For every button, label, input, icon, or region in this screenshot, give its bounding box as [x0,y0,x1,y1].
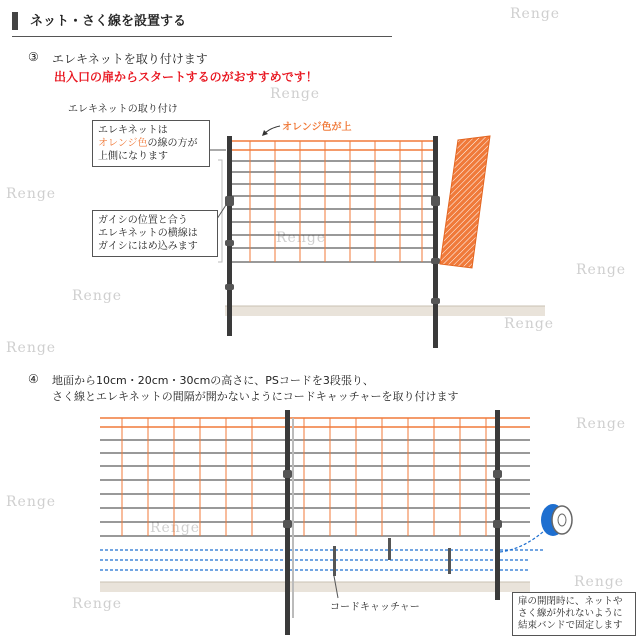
gate-post-left [283,410,294,635]
callout-text: エレキネットは [98,125,168,136]
watermark: Renge [576,262,627,278]
cord-catcher-label: コードキャッチャー [330,602,420,613]
watermark: Renge [6,186,57,202]
watermark: Renge [574,574,625,590]
callout-text: エレキネットの横線は [98,228,198,239]
step3-number: ③ [28,50,39,64]
callout-text: オレンジ色の線の方が [98,138,198,149]
watermark: Renge [6,494,57,510]
gate-post-right [493,410,502,600]
cord-reel [541,504,572,536]
step4-line1: 地面から10cm・20cm・30cmの高さに、PSコードを3段張り、 [52,374,374,387]
door-note [512,592,636,636]
step4-line2: さく線とエレキネットの間隔が開かないようにコードキャッチャーを取り付けます [52,390,459,403]
callout-text: ガイシの位置と合う [98,215,188,226]
watermark: Renge [504,316,555,332]
orange-up-label: オレンジ色が上 [282,122,352,133]
watermark: Renge [270,86,321,102]
watermark: Renge [276,230,327,246]
callout-text: ガイシにはめ込みます [98,241,198,252]
callout-text: 結束バンドで固定します [518,620,623,631]
ground [100,582,530,592]
watermark: Renge [6,340,57,356]
watermark: Renge [72,596,123,612]
step3-instruction: エレキネットを取り付けます [52,52,208,66]
watermark: Renge [510,6,561,22]
electric-net-wide [100,418,530,536]
watermark: Renge [576,416,627,432]
ps-cords [100,520,555,570]
watermark: Renge [150,520,201,536]
step3-caption: エレキネットの取り付け [68,104,178,115]
step3-note: 出入口の扉からスタートするのがおすすめです！ [54,70,318,84]
callout-text: さく線が外れないように [518,608,623,619]
callout-text: 扉の開閉時に、ネットや [518,596,623,607]
callout-text: 上側になります [98,151,168,162]
section-title: ネット・さく線を設置する [30,14,187,29]
step4-number: ④ [28,372,39,386]
watermark: Renge [72,288,123,304]
